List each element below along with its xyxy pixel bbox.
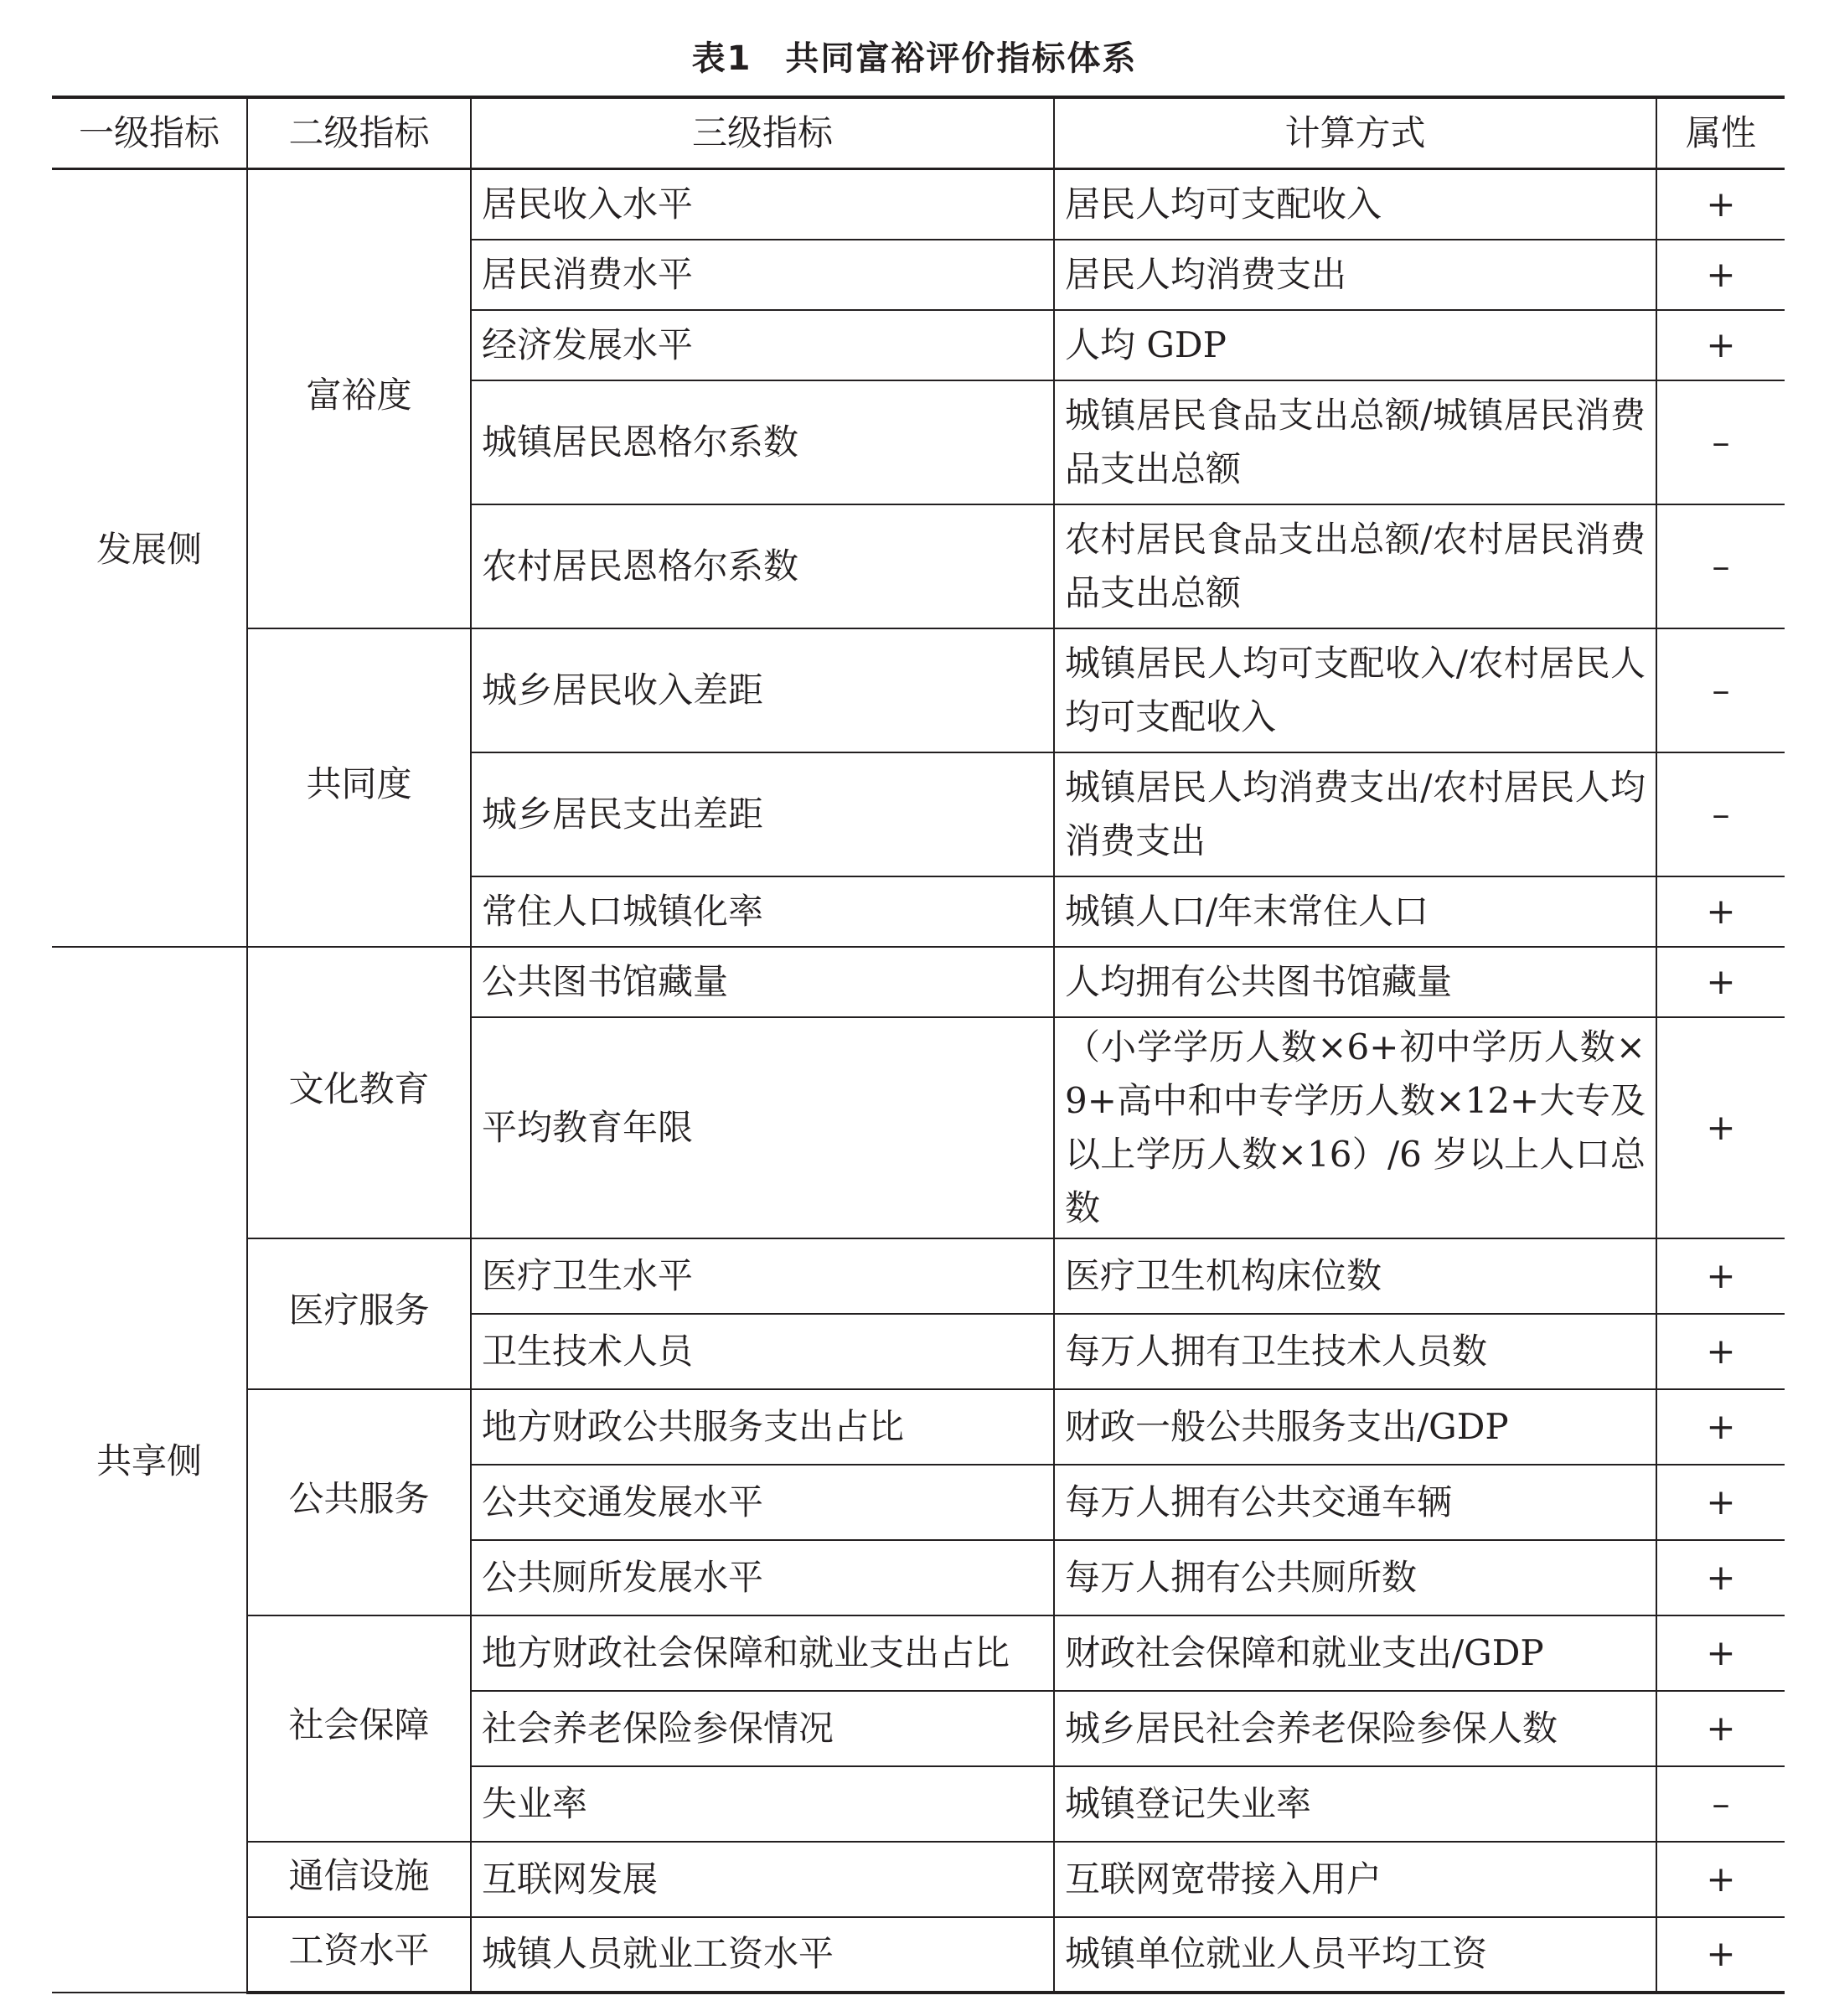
level3-indicator: 医疗卫生水平: [471, 1238, 1054, 1314]
calculation-method: 城镇人口/年末常住人口: [1054, 876, 1656, 947]
level2-indicator-text: 工资水平: [288, 1930, 430, 1971]
header-level3: 三级指标: [471, 97, 1054, 169]
level2-indicator-text: 社会保障: [288, 1703, 430, 1745]
attribute-sign: +: [1656, 310, 1785, 380]
calculation-method: 居民人均消费支出: [1054, 240, 1656, 310]
level2-indicator: [247, 169, 471, 628]
header-formula: 计算方式: [1054, 97, 1656, 169]
table-title: 共同富裕评价指标体系: [785, 39, 1138, 78]
attribute-sign: +: [1656, 1615, 1785, 1691]
calculation-method: 城镇居民人均可支配收入/农村居民人均可支配收入: [1054, 628, 1656, 752]
level3-indicator: 城镇居民恩格尔系数: [471, 380, 1054, 504]
table-row: [52, 1389, 1785, 1465]
calculation-method: 城镇单位就业人员平均工资: [1054, 1917, 1656, 1993]
indicator-table: [52, 96, 1785, 1994]
attribute-sign: +: [1656, 947, 1785, 1017]
calculation-method: 人均 GDP: [1054, 310, 1656, 380]
level3-indicator: 城乡居民支出差距: [471, 752, 1054, 876]
calculation-method: 每万人拥有公共厕所数: [1054, 1540, 1656, 1615]
table-row: [52, 1842, 1785, 1917]
calculation-method: 农村居民食品支出总额/农村居民消费品支出总额: [1054, 504, 1656, 628]
level2-indicator: [247, 1917, 471, 1993]
calculation-method: 城乡居民社会养老保险参保人数: [1054, 1691, 1656, 1766]
level2-indicator-text: 共同度: [306, 762, 412, 804]
attribute-sign: –: [1656, 380, 1785, 504]
attribute-sign: +: [1656, 1238, 1785, 1314]
calculation-method: 人均拥有公共图书馆藏量: [1054, 947, 1656, 1017]
level2-indicator-text: 公共服务: [288, 1477, 430, 1519]
level3-indicator: 居民收入水平: [471, 169, 1054, 240]
table-row: [52, 1238, 1785, 1314]
level3-indicator: 平均教育年限: [471, 1017, 1054, 1238]
attribute-sign: +: [1656, 169, 1785, 240]
attribute-sign: +: [1656, 1917, 1785, 1993]
level3-indicator: 经济发展水平: [471, 310, 1054, 380]
calculation-method: 医疗卫生机构床位数: [1054, 1238, 1656, 1314]
level2-indicator-text: 富裕度: [306, 374, 412, 416]
level3-indicator: 地方财政社会保障和就业支出占比: [471, 1615, 1054, 1691]
level3-indicator: 地方财政公共服务支出占比: [471, 1389, 1054, 1465]
calculation-method: 每万人拥有卫生技术人员数: [1054, 1314, 1656, 1389]
level2-indicator: [247, 1389, 471, 1615]
level3-indicator: 卫生技术人员: [471, 1314, 1054, 1389]
header-level1: 一级指标: [52, 97, 247, 169]
level2-indicator: [247, 1842, 471, 1917]
table-row: [52, 1615, 1785, 1691]
calculation-method: 城镇居民食品支出总额/城镇居民消费品支出总额: [1054, 380, 1656, 504]
header-row: [52, 97, 1785, 169]
level3-indicator: 城镇人员就业工资水平: [471, 1917, 1054, 1993]
attribute-sign: +: [1656, 1691, 1785, 1766]
table-header: [52, 97, 1785, 169]
level2-indicator: [247, 1615, 471, 1842]
attribute-sign: +: [1656, 876, 1785, 947]
calculation-method: 财政社会保障和就业支出/GDP: [1054, 1615, 1656, 1691]
table-caption: [0, 34, 1829, 84]
level1-indicator-text: 发展侧: [96, 528, 202, 570]
attribute-sign: +: [1656, 1017, 1785, 1238]
level3-indicator: 常住人口城镇化率: [471, 876, 1054, 947]
attribute-sign: +: [1656, 240, 1785, 310]
level2-indicator: [247, 947, 471, 1238]
level3-indicator: 公共图书馆藏量: [471, 947, 1054, 1017]
level3-indicator: 失业率: [471, 1766, 1054, 1842]
table-number: 表1: [691, 39, 752, 78]
table-body: [52, 169, 1785, 1993]
calculation-method: （小学学历人数×6+初中学历人数×9+高中和中专学历人数×12+大专及以上学历人数×16）/6 岁以上人口总数: [1054, 1017, 1656, 1238]
table-row: [52, 1917, 1785, 1993]
calculation-method: 财政一般公共服务支出/GDP: [1054, 1389, 1656, 1465]
level3-indicator: 公共交通发展水平: [471, 1465, 1054, 1540]
level1-indicator: [52, 947, 247, 1993]
level2-indicator: [247, 1238, 471, 1389]
level3-indicator: 居民消费水平: [471, 240, 1054, 310]
level2-indicator-text: 医疗服务: [288, 1289, 430, 1331]
header-attribute: 属性: [1656, 97, 1785, 169]
attribute-sign: –: [1656, 752, 1785, 876]
table-row: [52, 628, 1785, 752]
header-level2: 二级指标: [247, 97, 471, 169]
level1-indicator: [52, 169, 247, 947]
attribute-sign: +: [1656, 1842, 1785, 1917]
attribute-sign: +: [1656, 1389, 1785, 1465]
attribute-sign: –: [1656, 628, 1785, 752]
level2-indicator: [247, 628, 471, 947]
attribute-sign: –: [1656, 1766, 1785, 1842]
calculation-method: 城镇登记失业率: [1054, 1766, 1656, 1842]
attribute-sign: +: [1656, 1314, 1785, 1389]
attribute-sign: +: [1656, 1465, 1785, 1540]
calculation-method: 互联网宽带接入用户: [1054, 1842, 1656, 1917]
level1-indicator-text: 共享侧: [96, 1440, 202, 1481]
level2-indicator-text: 文化教育: [288, 1067, 430, 1109]
attribute-sign: +: [1656, 1540, 1785, 1615]
level3-indicator: 社会养老保险参保情况: [471, 1691, 1054, 1766]
table-row: [52, 169, 1785, 240]
calculation-method: 城镇居民人均消费支出/农村居民人均消费支出: [1054, 752, 1656, 876]
level3-indicator: 农村居民恩格尔系数: [471, 504, 1054, 628]
calculation-method: 居民人均可支配收入: [1054, 169, 1656, 240]
table-row: [52, 947, 1785, 1017]
level3-indicator: 城乡居民收入差距: [471, 628, 1054, 752]
attribute-sign: –: [1656, 504, 1785, 628]
level2-indicator-text: 通信设施: [288, 1854, 430, 1896]
level3-indicator: 公共厕所发展水平: [471, 1540, 1054, 1615]
calculation-method: 每万人拥有公共交通车辆: [1054, 1465, 1656, 1540]
level3-indicator: 互联网发展: [471, 1842, 1054, 1917]
